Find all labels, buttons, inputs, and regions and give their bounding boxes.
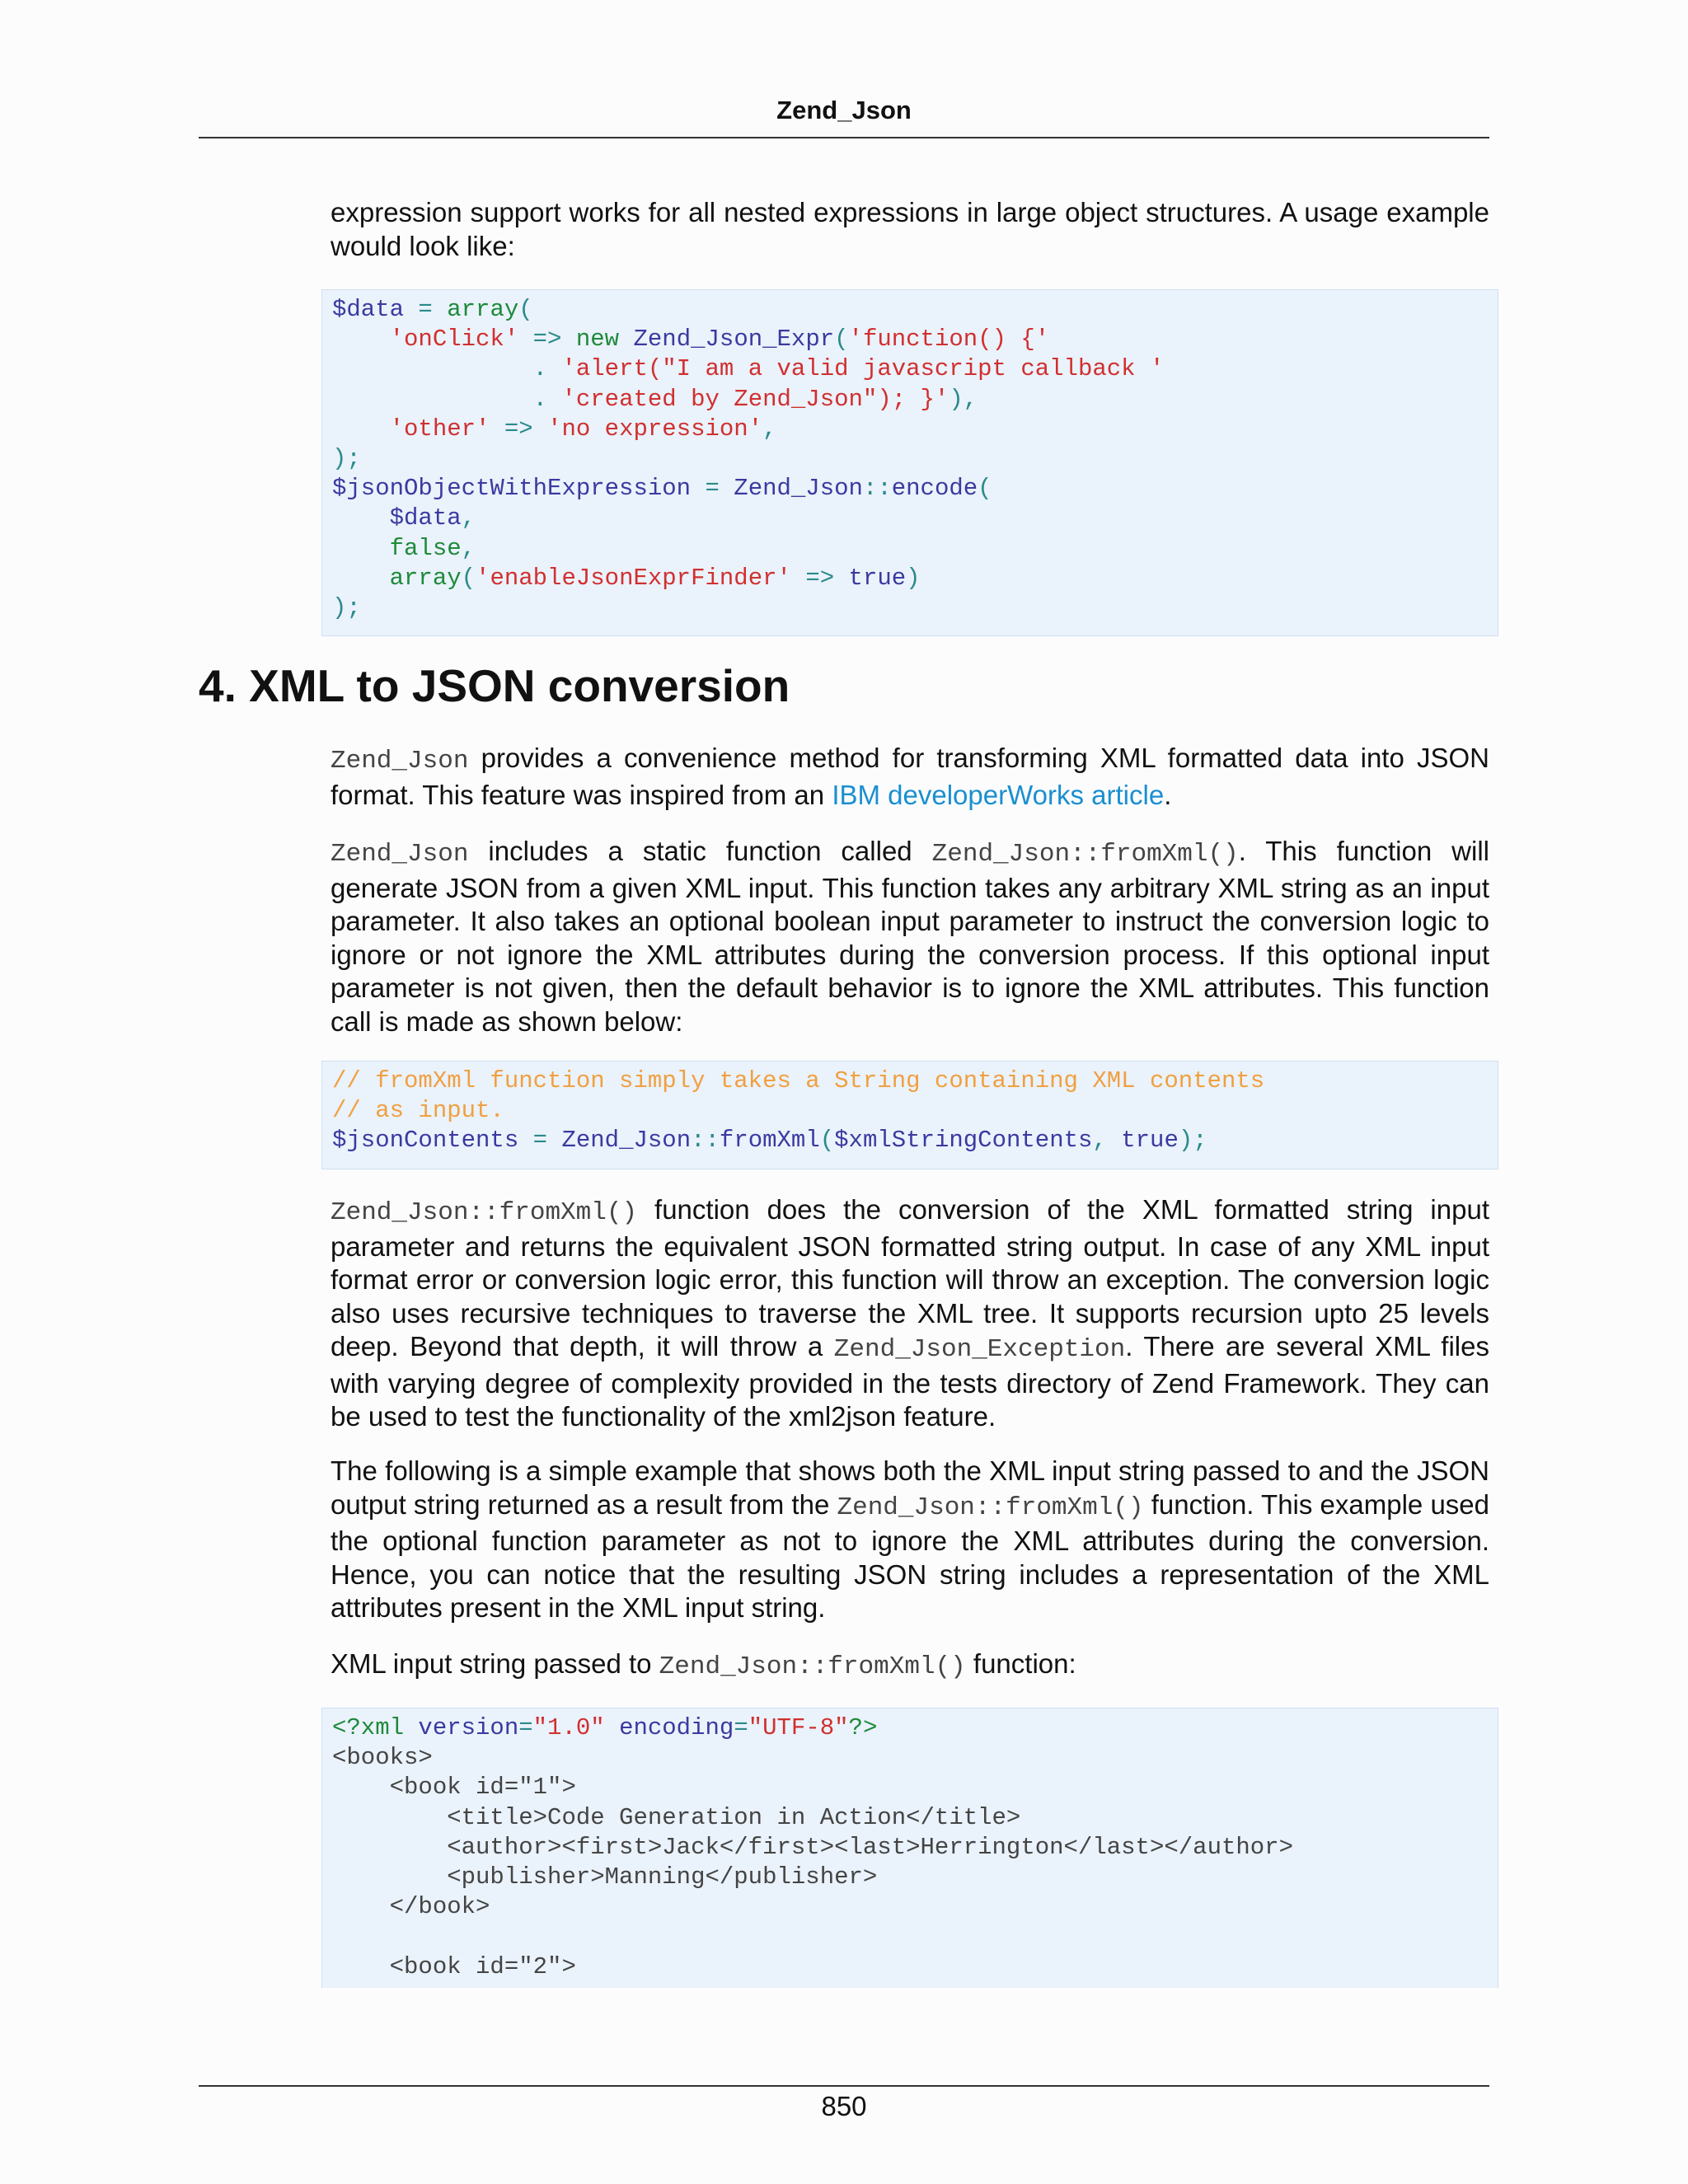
code-token: => [490, 415, 548, 443]
code-token: Zend_Json_Expr [619, 326, 835, 354]
code-token: fromXml [719, 1127, 820, 1155]
code-token: ( [518, 296, 533, 323]
intro-text: expression support works for all nested expressions in large object structures. A usage example would look like: [331, 197, 1489, 261]
code-token: true [848, 564, 907, 592]
header-rule [199, 137, 1489, 138]
code-line: <book id="1"> [332, 1774, 576, 1802]
code-token: = [404, 296, 448, 323]
code-token: . [332, 385, 562, 413]
section-title: 4. XML to JSON conversion [199, 660, 790, 711]
paragraph-conversion [331, 1193, 1489, 1434]
code-token: ( [978, 475, 992, 503]
paragraph-fromxml [331, 835, 1489, 1038]
code-token: "1.0" [532, 1714, 605, 1741]
inline-code: Zend_Json [331, 840, 469, 869]
paragraph-text: function: [965, 1648, 1076, 1679]
code-token: 'onClick' [332, 326, 519, 354]
code-comment: // as input. [332, 1097, 504, 1125]
code-token: ); [332, 594, 361, 622]
code-block-xml [321, 1708, 1498, 1988]
code-token: ( [461, 564, 476, 592]
code-listing-fromxml [332, 1066, 1498, 1156]
code-token: ( [834, 326, 849, 354]
code-token: ( [819, 1127, 835, 1155]
code-token: Zend_Json [734, 475, 863, 503]
code-token: array [332, 564, 462, 592]
inline-code: Zend_Json::fromXml() [931, 840, 1239, 869]
code-line: <book id="2"> [332, 1952, 576, 1980]
code-token: , [1092, 1127, 1122, 1155]
paragraph-text: includes a static function called [468, 836, 932, 866]
ibm-developerworks-link[interactable]: IBM developerWorks article [832, 779, 1165, 810]
inline-code: Zend_Json_Exception [833, 1335, 1126, 1364]
paragraph-text: function does the conversion of the XML formatted string input parameter and returns the equivalent JSON formatted string output. In case of any XML input format error or conversion logic error, this function will throw an exception. The conversion logic also uses recursive techniques to traverse the XML tree. It supports recursion upto 25 levels deep. Beyond that depth, it will throw a [331, 1194, 1489, 1361]
code-token: true [1121, 1127, 1179, 1155]
paragraph-text: provides a convenience method for transforming XML formatted data into JSON format. This feature was inspired from an [331, 743, 1489, 810]
code-listing-xml [332, 1713, 1498, 1982]
code-token: 'alert("I am a valid javascript callback ' [561, 355, 1165, 383]
paragraph-text: The following is a simple example that shows both the XML input string passed to and the JSON output string returned as a result from the [331, 1455, 1489, 1520]
paragraph-text: . There are several XML files with varying degree of complexity provided in the tests directory of Zend Framework. They can be used to test the functionality of the xml2json feature. [331, 1331, 1489, 1432]
code-token: ); [1178, 1127, 1207, 1155]
paragraph-text: . This function will generate JSON from a given XML input. This function takes any arbitrary XML string as an input parameter. It also takes an optional boolean input parameter to instruct the conversion logic to ignore or not ignore the XML attributes during the conversion process. If this optional input parameter is not given, then the default behavior is to ignore the XML attributes. This function call is made as shown below: [331, 836, 1489, 1037]
code-token: , [461, 504, 476, 532]
code-token: :: [691, 1127, 720, 1155]
code-token: ); [332, 445, 361, 473]
code-token: . [332, 355, 562, 383]
paragraph-text: function. This example used the optional function parameter as not to ignore the XML attributes during the conversion. Hence, you can notice that the resulting JSON string includes a representation of the XML attributes present in the XML input string. [331, 1488, 1490, 1623]
code-token: = [734, 1714, 748, 1741]
code-token: 'other' [332, 415, 490, 443]
code-token: ) [906, 564, 921, 592]
paragraph-intro-xml [331, 742, 1489, 812]
code-token: $jsonObjectWithExpression [332, 475, 692, 503]
code-token: :: [862, 475, 892, 503]
code-line: <publisher>Manning</publisher> [332, 1863, 878, 1891]
code-token: ?> [848, 1714, 878, 1741]
page-number: 850 [821, 2091, 867, 2121]
inline-code: Zend_Json [331, 747, 469, 776]
inline-code: Zend_Json::fromXml() [331, 1198, 638, 1227]
inline-code: Zend_Json::fromXml() [659, 1652, 966, 1681]
footer-rule [199, 2085, 1489, 2087]
code-token: "UTF-8" [748, 1714, 849, 1741]
paragraph-xml-input [331, 1647, 1489, 1685]
code-token: 'function() {' [848, 326, 1050, 354]
code-line: <title>Code Generation in Action</title> [332, 1803, 1021, 1831]
code-token: $data [332, 504, 462, 532]
paragraph-example [331, 1455, 1489, 1625]
code-comment: // fromXml function simply takes a String containing XML contents [332, 1067, 1265, 1094]
code-line: </book> [332, 1893, 490, 1921]
code-line: <books> [332, 1744, 433, 1772]
paragraph-text: XML input string passed to [331, 1648, 659, 1679]
code-token: $xmlStringContents [834, 1127, 1093, 1155]
intro-paragraph [331, 196, 1489, 263]
code-line: <author><first>Jack</first><last>Herrington</last></author> [332, 1833, 1293, 1861]
paragraph-text: . [1164, 779, 1172, 810]
code-token: $data [332, 296, 405, 323]
code-token: encoding [604, 1714, 734, 1741]
code-token: => [790, 564, 849, 592]
code-block-fromxml [321, 1061, 1498, 1169]
code-token: = [518, 1714, 533, 1741]
code-token: new [575, 326, 620, 354]
code-token: version [404, 1714, 519, 1741]
code-token: 'created by Zend_Json"); }' [561, 385, 950, 413]
code-token: , [762, 415, 777, 443]
code-token: 'no expression' [547, 415, 763, 443]
code-token: array [447, 296, 519, 323]
code-listing-expr [332, 295, 1498, 623]
running-header: Zend_Json [776, 96, 912, 124]
code-token: => [518, 326, 576, 354]
code-token: $jsonContents [332, 1127, 519, 1155]
code-token: = [518, 1127, 562, 1155]
code-token: 'enableJsonExprFinder' [476, 564, 791, 592]
code-token: ), [949, 385, 978, 413]
code-token: = [691, 475, 734, 503]
code-token: Zend_Json [561, 1127, 692, 1155]
code-token: , [461, 534, 476, 562]
inline-code: Zend_Json::fromXml() [837, 1493, 1144, 1522]
code-token: encode [891, 475, 978, 503]
code-token: <?xml [332, 1714, 405, 1741]
code-block-expr [321, 289, 1498, 636]
code-token: false [332, 534, 462, 562]
